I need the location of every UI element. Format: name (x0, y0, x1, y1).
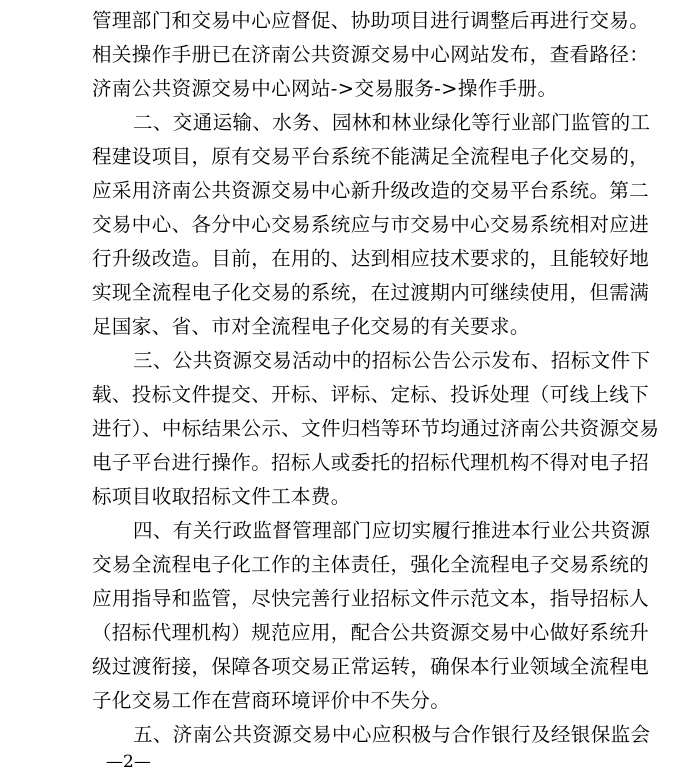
document-body (92, 0, 660, 752)
text-line: 交易全流程电子化工作的主体责任，强化全流程电子交易系统的 (92, 553, 650, 576)
page-number: —2— (106, 752, 151, 772)
text-line: 足国家、省、市对全流程电子化交易的有关要求。 (92, 315, 530, 338)
text-line: 应用指导和监管，尽快完善行业招标文件示范文本，指导招标人 (92, 587, 650, 610)
text-line: 子化交易工作在营商环境评价中不失分。 (92, 689, 451, 712)
text-line: 应采用济南公共资源交易中心新升级改造的交易平台系统。第二 (92, 179, 650, 202)
text-line: 济南公共资源交易中心网站->交易服务->操作手册。 (92, 77, 558, 100)
text-line: 载、投标文件提交、开标、评标、定标、投诉处理（可线上线下 (92, 383, 650, 406)
text-line: 交易中心、各分中心交易系统应与市交易中心交易系统相对应进 (92, 213, 650, 236)
text-line: 行升级改造。目前，在用的、达到相应技术要求的，且能较好地 (92, 247, 650, 270)
text-line: 级过渡衔接，保障各项交易正常运转，确保本行业领域全流程电 (92, 655, 650, 678)
text-line: 进行）、中标结果公示、文件归档等环节均通过济南公共资源交易 (92, 417, 660, 440)
text-line: 实现全流程电子化交易的系统，在过渡期内可继续使用，但需满 (92, 281, 650, 304)
text-line: 二、交通运输、水务、园林和林业绿化等行业部门监管的工 (133, 111, 651, 134)
text-line: 相关操作手册已在济南公共资源交易中心网站发布，查看路径： (92, 43, 650, 66)
text-line: 标项目收取招标文件工本费。 (92, 485, 351, 508)
text-line: 五、济南公共资源交易中心应积极与合作银行及经银保监会 (133, 723, 651, 746)
text-line: 三、公共资源交易活动中的招标公告公示发布、招标文件下 (133, 349, 651, 372)
text-line: 程建设项目，原有交易平台系统不能满足全流程电子化交易的， (92, 145, 650, 168)
text-line: 管理部门和交易中心应督促、协助项目进行调整后再进行交易。 (92, 9, 650, 32)
text-line: 四、有关行政监督管理部门应切实履行推进本行业公共资源 (133, 519, 651, 542)
text-line: 电子平台进行操作。招标人或委托的招标代理机构不得对电子招 (92, 451, 650, 474)
text-line: （招标代理机构）规范应用，配合公共资源交易中心做好系统升 (92, 621, 650, 644)
